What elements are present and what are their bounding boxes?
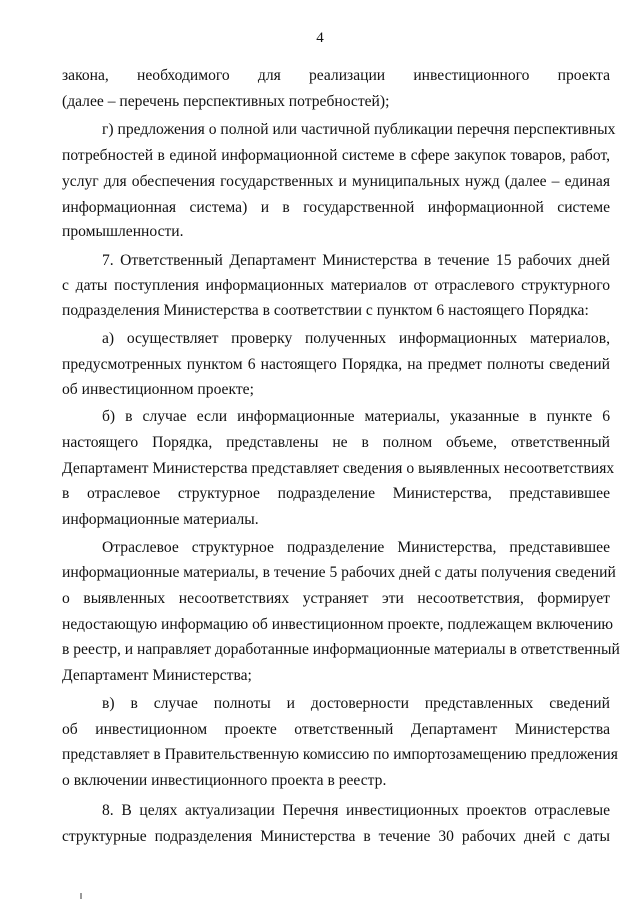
text-line: промышленности. <box>62 223 184 240</box>
text-line: подразделения Министерства в соответствии с пунктом 6 настоящего Порядка: <box>62 302 589 319</box>
text-line: потребностей в единой информационной системе в сфере закупок товаров, работ, <box>62 147 610 164</box>
text-line: в реестр, и направляет доработанные информационные материалы в ответственный <box>62 641 620 658</box>
page-number: 4 <box>316 30 324 46</box>
text-line: о выявленных несоответствиях устраняет эти несоответствия, формирует <box>62 590 610 607</box>
text-line: а) осуществляет проверку полученных информационных материалов, <box>102 330 610 347</box>
text-line: с даты поступления информационных материалов от отраслевого структурного <box>62 277 610 294</box>
text-line: представляет в Правительственную комиссию по импортозамещению предложения <box>62 746 618 763</box>
text-line: 8. В целях актуализации Перечня инвестиционных проектов отраслевые <box>102 802 610 819</box>
text-line: недостающую информацию об инвестиционном проекте, подлежащем включению <box>62 616 614 633</box>
text-line: в) в случае полноты и достоверности представленных сведений <box>102 695 610 712</box>
text-line: г) предложения о полной или частичной публикации перечня перспективных <box>102 121 616 138</box>
text-line: об инвестиционном проекте; <box>62 381 254 398</box>
scan-artifact <box>80 893 82 899</box>
text-line: структурные подразделения Министерства в течение 30 рабочих дней с даты <box>62 828 610 845</box>
text-line: информационные материалы. <box>62 511 259 528</box>
text-line: 7. Ответственный Департамент Министерства в течение 15 рабочих дней <box>102 252 610 269</box>
text-line: услуг для обеспечения государственных и муниципальных нужд (далее – единая <box>62 173 610 190</box>
text-line: информационная система) и в государственной информационной системе <box>62 199 610 216</box>
text-line: Департамент Министерства представляет сведения о выявленных несоответствиях <box>62 460 615 477</box>
text-line: в отраслевое структурное подразделение Министерства, представившее <box>62 485 610 502</box>
text-line: Отраслевое структурное подразделение Министерства, представившее <box>102 539 610 556</box>
text-line: б) в случае если информационные материалы, указанные в пункте 6 <box>102 408 610 425</box>
text-line: (далее – перечень перспективных потребностей); <box>62 93 390 110</box>
text-line: предусмотренных пунктом 6 настоящего Порядка, на предмет полноты сведений <box>62 356 610 373</box>
text-line: об инвестиционном проекте ответственный Департамент Министерства <box>62 721 610 738</box>
text-line: информационные материалы, в течение 5 рабочих дней с даты получения сведений <box>62 564 616 581</box>
text-line: Департамент Министерства; <box>62 667 252 684</box>
text-line: настоящего Порядка, представлены не в полном объеме, ответственный <box>62 434 610 451</box>
text-line: закона, необходимого для реализации инвестиционного проекта <box>62 67 610 84</box>
text-line: о включении инвестиционного проекта в реестр. <box>62 772 387 789</box>
